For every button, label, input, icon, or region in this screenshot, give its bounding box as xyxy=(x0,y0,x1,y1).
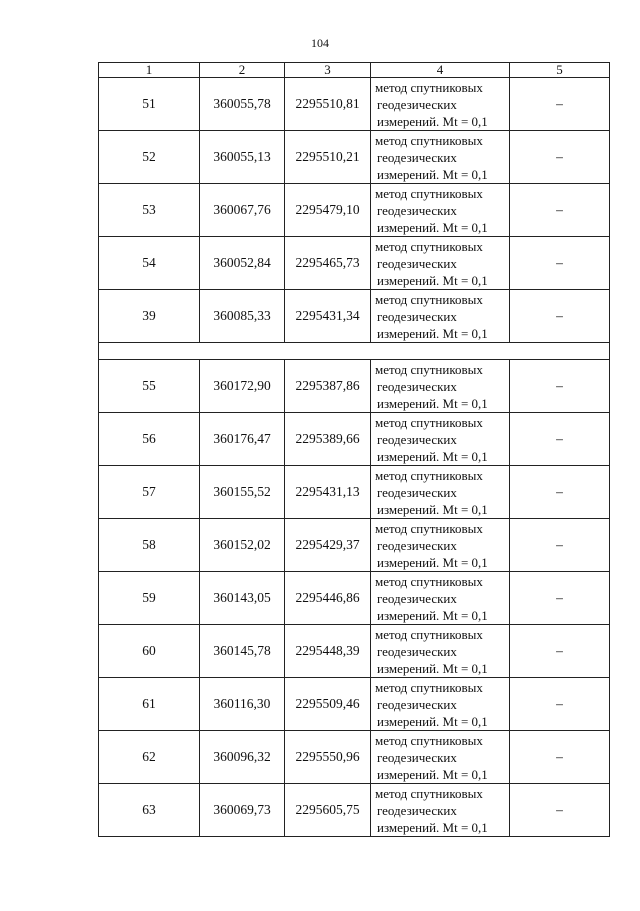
x-coordinate-cell: 360096,32 xyxy=(200,731,285,784)
method-line: измерений. Mt = 0,1 xyxy=(377,166,488,182)
method-line: метод спутниковых xyxy=(375,79,483,95)
point-number-cell: 63 xyxy=(99,784,200,837)
method-line: измерений. Mt = 0,1 xyxy=(377,113,488,129)
separator-row xyxy=(99,343,610,360)
method-line: геодезических xyxy=(377,484,457,500)
table-row xyxy=(99,572,610,625)
method-cell xyxy=(371,360,510,413)
method-line: измерений. Mt = 0,1 xyxy=(377,766,488,782)
x-coordinate-cell: 360176,47 xyxy=(200,413,285,466)
x-coordinate-cell: 360155,52 xyxy=(200,466,285,519)
method-line: метод спутниковых xyxy=(375,291,483,307)
y-coordinate-cell: 2295510,21 xyxy=(285,131,371,184)
point-number-cell: 61 xyxy=(99,678,200,731)
method-line: геодезических xyxy=(377,308,457,324)
point-number-cell: 55 xyxy=(99,360,200,413)
dash-cell: – xyxy=(510,184,610,237)
point-number-cell: 58 xyxy=(99,519,200,572)
table-row xyxy=(99,466,610,519)
method-cell xyxy=(371,519,510,572)
method-line: геодезических xyxy=(377,378,457,394)
method-line: метод спутниковых xyxy=(375,679,483,695)
method-line: метод спутниковых xyxy=(375,185,483,201)
dash-cell: – xyxy=(510,625,610,678)
header-col-5: 5 xyxy=(510,63,610,78)
dash-cell: – xyxy=(510,413,610,466)
table-row xyxy=(99,290,610,343)
y-coordinate-cell: 2295431,34 xyxy=(285,290,371,343)
method-line: измерений. Mt = 0,1 xyxy=(377,607,488,623)
point-number-cell: 39 xyxy=(99,290,200,343)
point-number-cell: 54 xyxy=(99,237,200,290)
method-cell xyxy=(371,678,510,731)
method-line: измерений. Mt = 0,1 xyxy=(377,819,488,835)
coordinates-table xyxy=(98,62,610,837)
dash-cell: – xyxy=(510,237,610,290)
header-col-3: 3 xyxy=(285,63,371,78)
method-line: измерений. Mt = 0,1 xyxy=(377,713,488,729)
method-line: метод спутниковых xyxy=(375,361,483,377)
method-line: геодезических xyxy=(377,149,457,165)
method-line: геодезических xyxy=(377,749,457,765)
dash-cell: – xyxy=(510,131,610,184)
method-line: геодезических xyxy=(377,96,457,112)
y-coordinate-cell: 2295509,46 xyxy=(285,678,371,731)
table-row xyxy=(99,519,610,572)
dash-cell: – xyxy=(510,290,610,343)
method-cell xyxy=(371,731,510,784)
dash-cell: – xyxy=(510,78,610,131)
method-line: геодезических xyxy=(377,431,457,447)
y-coordinate-cell: 2295479,10 xyxy=(285,184,371,237)
dash-cell: – xyxy=(510,360,610,413)
table-row xyxy=(99,78,610,131)
x-coordinate-cell: 360069,73 xyxy=(200,784,285,837)
method-line: геодезических xyxy=(377,696,457,712)
y-coordinate-cell: 2295605,75 xyxy=(285,784,371,837)
table-row xyxy=(99,237,610,290)
method-cell xyxy=(371,625,510,678)
method-line: геодезических xyxy=(377,537,457,553)
method-cell xyxy=(371,131,510,184)
y-coordinate-cell: 2295429,37 xyxy=(285,519,371,572)
method-cell xyxy=(371,78,510,131)
method-line: измерений. Mt = 0,1 xyxy=(377,395,488,411)
header-col-4: 4 xyxy=(371,63,510,78)
dash-cell: – xyxy=(510,731,610,784)
y-coordinate-cell: 2295431,13 xyxy=(285,466,371,519)
method-cell xyxy=(371,237,510,290)
method-line: геодезических xyxy=(377,255,457,271)
point-number-cell: 53 xyxy=(99,184,200,237)
dash-cell: – xyxy=(510,784,610,837)
dash-cell: – xyxy=(510,466,610,519)
point-number-cell: 56 xyxy=(99,413,200,466)
table-row xyxy=(99,184,610,237)
table-row xyxy=(99,678,610,731)
method-line: измерений. Mt = 0,1 xyxy=(377,554,488,570)
point-number-cell: 59 xyxy=(99,572,200,625)
table-row xyxy=(99,360,610,413)
x-coordinate-cell: 360055,78 xyxy=(200,78,285,131)
y-coordinate-cell: 2295446,86 xyxy=(285,572,371,625)
table-row xyxy=(99,625,610,678)
method-line: геодезических xyxy=(377,643,457,659)
y-coordinate-cell: 2295465,73 xyxy=(285,237,371,290)
method-line: измерений. Mt = 0,1 xyxy=(377,448,488,464)
method-line: измерений. Mt = 0,1 xyxy=(377,272,488,288)
method-cell xyxy=(371,784,510,837)
header-col-1: 1 xyxy=(99,63,200,78)
page-number: 104 xyxy=(311,36,329,50)
y-coordinate-cell: 2295550,96 xyxy=(285,731,371,784)
x-coordinate-cell: 360116,30 xyxy=(200,678,285,731)
separator-cell xyxy=(99,343,610,360)
method-cell xyxy=(371,413,510,466)
method-line: метод спутниковых xyxy=(375,732,483,748)
method-line: измерений. Mt = 0,1 xyxy=(377,501,488,517)
point-number-cell: 62 xyxy=(99,731,200,784)
method-cell xyxy=(371,572,510,625)
point-number-cell: 60 xyxy=(99,625,200,678)
x-coordinate-cell: 360152,02 xyxy=(200,519,285,572)
method-cell xyxy=(371,184,510,237)
point-number-cell: 52 xyxy=(99,131,200,184)
point-number-cell: 51 xyxy=(99,78,200,131)
y-coordinate-cell: 2295387,86 xyxy=(285,360,371,413)
method-line: геодезических xyxy=(377,802,457,818)
y-coordinate-cell: 2295510,81 xyxy=(285,78,371,131)
method-line: метод спутниковых xyxy=(375,414,483,430)
x-coordinate-cell: 360067,76 xyxy=(200,184,285,237)
method-line: измерений. Mt = 0,1 xyxy=(377,325,488,341)
method-line: измерений. Mt = 0,1 xyxy=(377,660,488,676)
x-coordinate-cell: 360085,33 xyxy=(200,290,285,343)
table-row xyxy=(99,731,610,784)
x-coordinate-cell: 360055,13 xyxy=(200,131,285,184)
x-coordinate-cell: 360052,84 xyxy=(200,237,285,290)
method-line: геодезических xyxy=(377,202,457,218)
method-line: метод спутниковых xyxy=(375,626,483,642)
method-line: метод спутниковых xyxy=(375,467,483,483)
y-coordinate-cell: 2295389,66 xyxy=(285,413,371,466)
method-line: метод спутниковых xyxy=(375,520,483,536)
method-line: метод спутниковых xyxy=(375,573,483,589)
table-header-row xyxy=(99,63,610,78)
dash-cell: – xyxy=(510,678,610,731)
x-coordinate-cell: 360172,90 xyxy=(200,360,285,413)
dash-cell: – xyxy=(510,572,610,625)
y-coordinate-cell: 2295448,39 xyxy=(285,625,371,678)
x-coordinate-cell: 360143,05 xyxy=(200,572,285,625)
point-number-cell: 57 xyxy=(99,466,200,519)
table-row xyxy=(99,784,610,837)
header-col-2: 2 xyxy=(200,63,285,78)
method-cell xyxy=(371,290,510,343)
x-coordinate-cell: 360145,78 xyxy=(200,625,285,678)
method-cell xyxy=(371,466,510,519)
method-line: метод спутниковых xyxy=(375,132,483,148)
method-line: геодезических xyxy=(377,590,457,606)
method-line: метод спутниковых xyxy=(375,238,483,254)
method-line: метод спутниковых xyxy=(375,785,483,801)
table-row xyxy=(99,131,610,184)
table-row xyxy=(99,413,610,466)
method-line: измерений. Mt = 0,1 xyxy=(377,219,488,235)
dash-cell: – xyxy=(510,519,610,572)
